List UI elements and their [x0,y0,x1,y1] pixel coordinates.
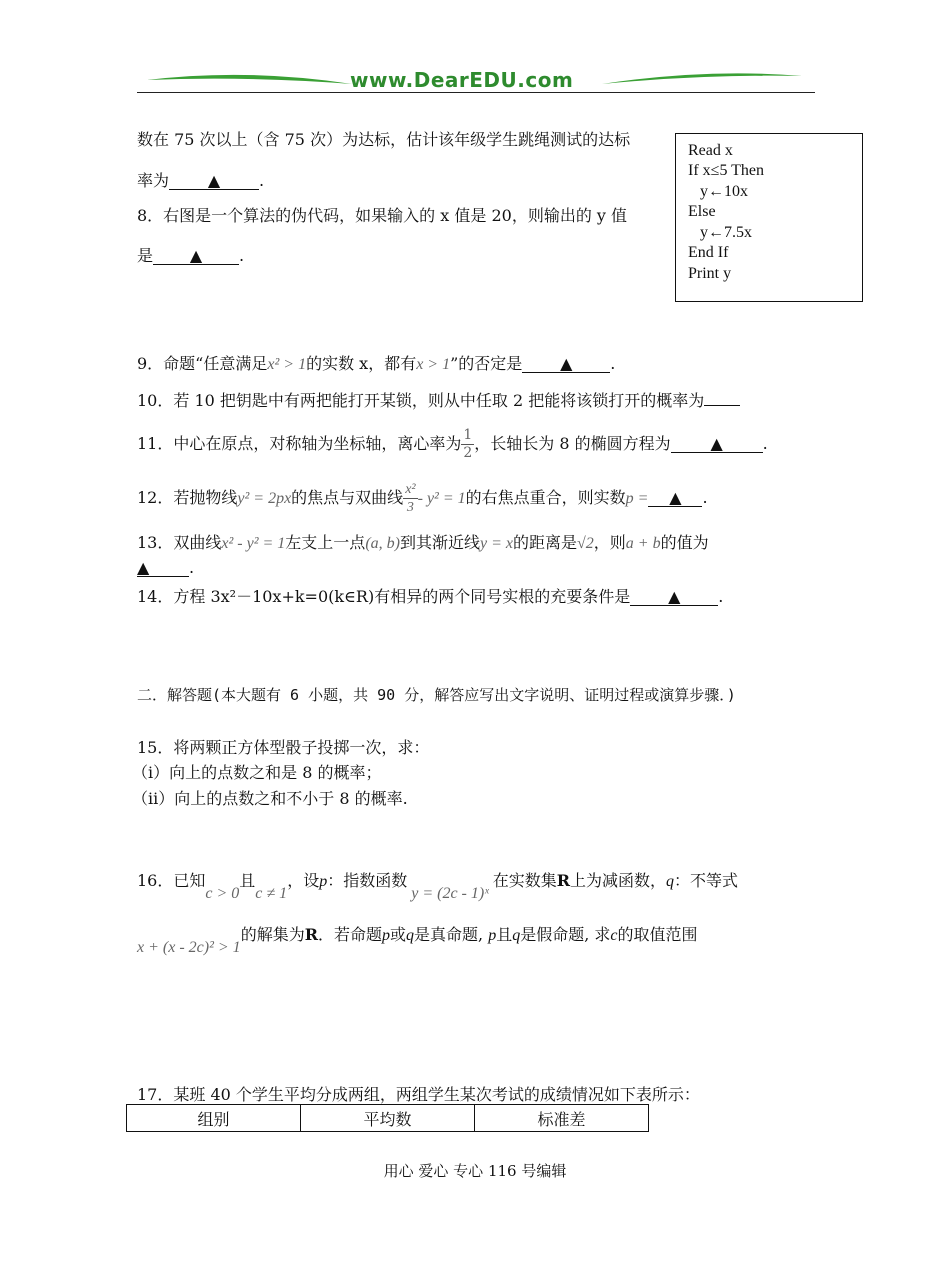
answer-blank-q11[interactable] [671,436,763,453]
question-11: 11．中心在原点，对称轴为坐标轴，离心率为 $\frac{1}{2}$ ，长轴长为 8 的椭圆方程为 ▲ . [137,427,768,461]
q12-var-p: p = [625,490,649,507]
q16-c-ne-1: c ≠ 1 [255,885,288,902]
pseudocode-line: End If [688,244,729,261]
question-10: 10．若 10 把钥匙中有两把能打开某锁，则从中任取 2 把能将该锁打开的概率为 [137,388,740,411]
answer-blank-q8[interactable] [153,248,239,265]
table-header-mean: 平均数 [301,1105,475,1132]
section-2-heading: 二．解答题(本大题有 6 小题，共 90 分，解答应写出文字说明、证明过程或演算步骤．) [137,686,736,704]
question-12: 12．若抛物线y² = 2px的焦点与双曲线 $\frac{\text{x²}}{3}$ - y² = 1的右焦点重合，则实数p = ▲ . [137,482,708,515]
answer-blank-q9[interactable] [522,356,610,373]
triangle-icon: ▲ [710,434,723,453]
pseudocode-line: y←10x [700,183,748,200]
triangle-icon: ▲ [669,488,682,507]
q8-line1: 8．右图是一个算法的伪代码，如果输入的 x 值是 20，则输出的 y 值 [137,206,628,225]
question-13: 13．双曲线x² - y² = 1左支上一点(a, b)到其渐近线y = x的距离是√2，则a + b的值为 [137,533,709,552]
q13-sqrt2-expr: √2 [577,535,594,552]
question-16-line1: 16．已知c > 0且c ≠ 1，设p：指数函数y = (2c - 1)ˣ在实数集R上为减函数，q：不等式 [137,871,739,902]
answer-blank-q12[interactable] [648,490,702,507]
pseudocode-line: Read x [688,142,733,159]
triangle-icon: ▲ [189,246,203,265]
answer-blank-q14[interactable] [630,589,718,606]
q7-line2: 率为 ▲ . [137,171,265,190]
pseudocode-line: Else [688,203,716,220]
question-14: 14．方程 3x²－10x+k=0(k∈R)有相异的两个同号实根的充要条件是 ▲ . [137,587,724,606]
pseudocode-line: y←7.5x [700,224,752,241]
triangle-icon: ▲ [137,558,150,577]
q13-sum-expr: a + b [625,535,661,552]
q13-point-expr: (a, b) [365,535,400,552]
q16-c-gt-0: c > 0 [205,885,240,902]
q13-hyperbola-expr: x² - y² = 1 [221,535,286,552]
question-17: 17．某班 40 个学生平均分成两组，两组学生某次考试的成绩情况如下表所示： [137,1085,700,1104]
q13-asymptote-expr: y = x [479,535,513,552]
pseudocode-box [675,133,863,302]
q12-hyperbola-expr: - y² = 1 [417,490,466,507]
q7-line1: 数在 75 次以上（含 75 次）为达标，估计该年级学生跳绳测试的达标 [137,130,631,149]
answer-blank-q13[interactable] [137,560,189,577]
pseudocode-line: Print y [688,265,732,282]
table-header-stddev: 标准差 [475,1105,649,1132]
triangle-icon: ▲ [560,354,573,373]
triangle-icon: ▲ [207,171,221,190]
q8-line2: 是 ▲ . [137,246,245,265]
question-9: 9．命题“任意满足x² > 1的实数 x，都有x > 1”的否定是 ▲ . [137,354,616,373]
scores-table [126,1104,649,1132]
question-16-line2: x + (x - 2c)² > 1的解集为R．若命题p或q是真命题, p且q是假命题, 求c的取值范围 [137,925,698,956]
logo-text[interactable]: www.DearEDU.com [350,68,574,92]
question-15-line2: （ⅰ）向上的点数之和是 8 的概率； [132,763,382,782]
header-divider [137,92,815,93]
q12-parabola-expr: y² = 2px [237,490,292,507]
pseudocode-line: If x≤5 Then [688,162,765,179]
q11-fraction: $\frac{1}{2}$ [463,427,473,461]
question-15-line3: （ⅱ）向上的点数之和不小于 8 的概率. [132,789,408,808]
q16-inequality: x + (x - 2c)² > 1 [137,939,241,956]
q12-fraction: $\frac{\text{x²}}{3}$ [405,482,416,515]
q9-expr-x-gt-1: x > 1 [416,356,451,373]
triangle-icon: ▲ [668,587,681,606]
page-footer: 用心 爱心 专心 116 号编辑 [383,1162,567,1180]
question-15-line1: 15．将两颗正方体型骰子投掷一次，求： [137,738,430,757]
q13-answer-line: ▲ . [137,558,195,577]
table-header-group: 组别 [127,1105,301,1132]
answer-blank-q7[interactable] [169,173,259,190]
q9-expr-x-squared: x² > 1 [267,356,307,373]
q16-exp-function: y = (2c - 1)ˣ [411,885,489,902]
table-row [127,1105,649,1132]
answer-blank-q10[interactable] [704,405,740,406]
